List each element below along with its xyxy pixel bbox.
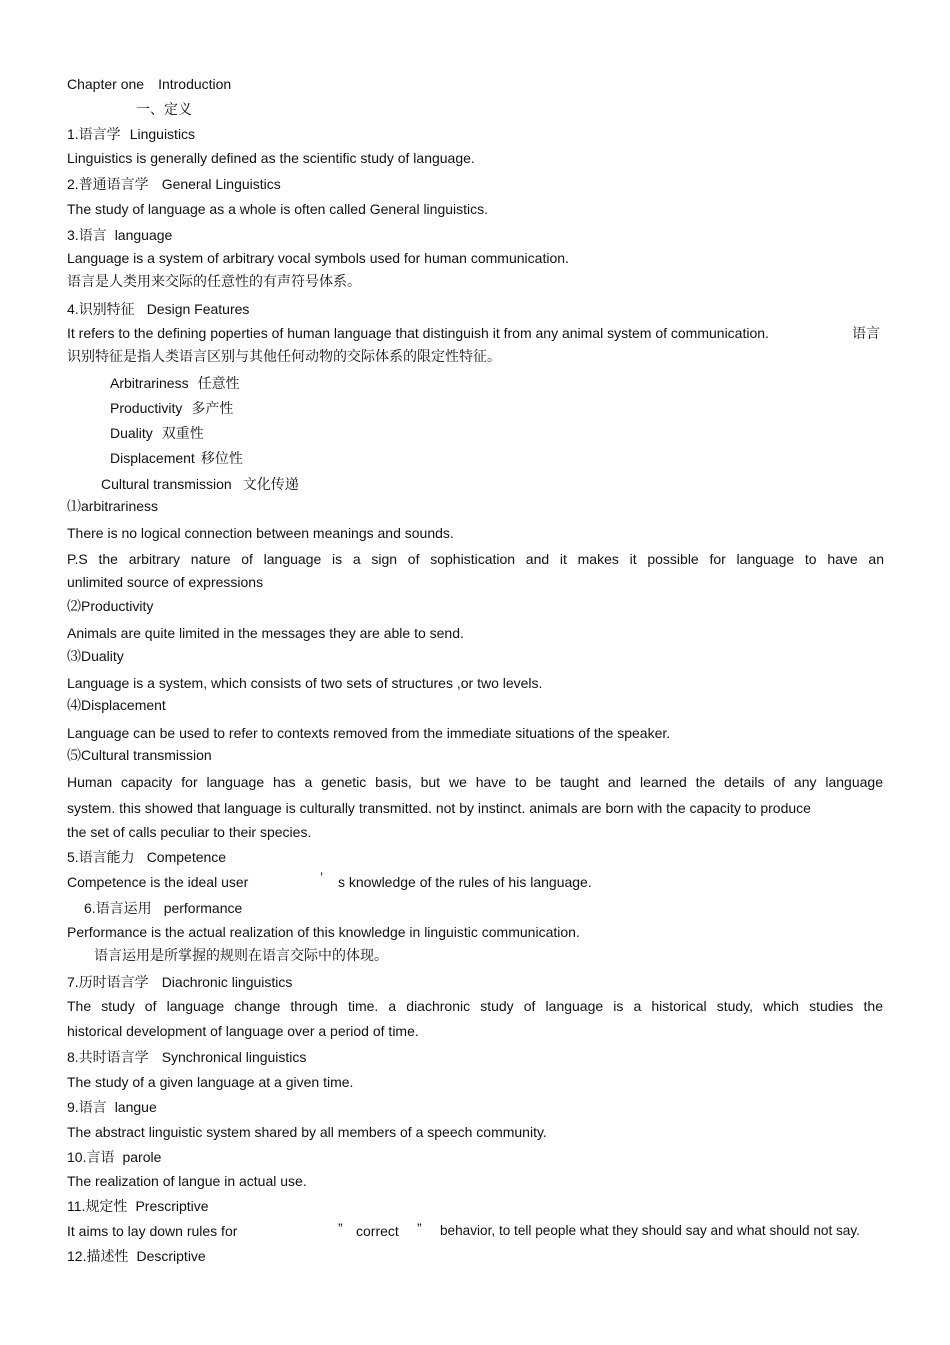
chapter-subtitle: Introduction — [158, 76, 232, 92]
term-definition-11-close-quote: ” — [417, 1220, 422, 1236]
feature-marker: ⑴ — [67, 498, 81, 514]
definition-text: It refers to the defining poperties of human language that distinguish it from any animal system of communication. — [67, 325, 769, 341]
term-number: 8. — [67, 1049, 79, 1065]
feature-chinese: 双重性 — [161, 425, 204, 441]
feature-text-5-line1: Human capacity for language has a genetic basis, but we have to be taught and learned the details of any language — [67, 774, 883, 790]
term-definition-2: The study of language as a whole is often called General linguistics. — [67, 201, 489, 217]
term-english: Synchronical linguistics — [161, 1049, 307, 1065]
feature-list-item — [110, 449, 243, 467]
term-definition-1: Linguistics is generally defined as the scientific study of language. — [67, 150, 475, 166]
feature-chinese: 移位性 — [200, 450, 243, 466]
term-definition-11-word: correct — [356, 1223, 399, 1239]
feature-english: Displacement — [110, 450, 195, 466]
term-definition-7-line1: The study of language change through time. a diachronic study of language is a historical study, which studies the — [67, 998, 883, 1014]
feature-heading-1 — [67, 497, 158, 515]
term-chinese: 语言能力 — [78, 849, 135, 865]
term-chinese: 语言 — [78, 1099, 107, 1115]
term-english: Competence — [146, 849, 227, 865]
term-definition-5-apostrophe: ’ — [320, 869, 324, 885]
term-english: Descriptive — [136, 1248, 206, 1264]
term-chinese: 普通语言学 — [78, 176, 149, 192]
term-definition-4-line1-cn: 语言 — [852, 325, 880, 341]
term-english: language — [114, 227, 173, 243]
feature-marker: ⑵ — [67, 598, 81, 614]
term-definition-5a: Competence is the ideal user — [67, 874, 249, 890]
feature-list-item — [110, 399, 233, 417]
feature-english: Duality — [110, 425, 153, 441]
term-heading-8 — [67, 1048, 306, 1066]
feature-english: Arbitrariness — [110, 375, 189, 391]
term-definition-3-en: Language is a system of arbitrary vocal symbols used for human communication. — [67, 250, 569, 266]
term-heading-11 — [67, 1197, 209, 1215]
term-number: 1. — [67, 126, 79, 142]
feature-chinese: 文化传递 — [242, 476, 299, 492]
feature-text-5-line3: the set of calls peculiar to their species. — [67, 824, 312, 840]
term-english: Linguistics — [129, 126, 196, 142]
feature-chinese: 任意性 — [197, 375, 240, 391]
term-heading-2 — [67, 175, 281, 193]
term-number: 2. — [67, 176, 79, 192]
term-number: 3. — [67, 227, 79, 243]
feature-label: Productivity — [81, 598, 154, 614]
feature-marker: ⑷ — [67, 697, 81, 713]
feature-text-5-line2: system. this showed that language is culturally transmitted. not by instinct. animals are born with the capacity to produce — [67, 800, 811, 816]
feature-label: arbitrariness — [81, 498, 159, 514]
term-number: 11. — [67, 1198, 86, 1214]
term-definition-6-en: Performance is the actual realization of this knowledge in linguistic communication. — [67, 924, 580, 940]
term-english: Design Features — [146, 301, 250, 317]
feature-chinese: 多产性 — [191, 400, 234, 416]
term-heading-9 — [67, 1098, 157, 1116]
feature-marker: ⑸ — [67, 747, 81, 763]
feature-note-1-line1: P.S the arbitrary nature of language is a sign of sophistication and it makes it possible for language to have an — [67, 551, 884, 567]
term-heading-7 — [67, 973, 292, 991]
term-heading-4 — [67, 300, 249, 318]
term-definition-6-cn: 语言运用是所掌握的规则在语言交际中的体现。 — [94, 947, 388, 963]
term-chinese: 语言学 — [78, 126, 121, 142]
term-number: 5. — [67, 849, 79, 865]
feature-label: Duality — [81, 648, 124, 664]
feature-text-4: Language can be used to refer to contexts removed from the immediate situations of the speaker. — [67, 725, 671, 741]
feature-text-3: Language is a system, which consists of two sets of structures ,or two levels. — [67, 675, 543, 691]
term-number: 10. — [67, 1149, 87, 1165]
term-definition-4-line2: 识别特征是指人类语言区别与其他任何动物的交际体系的限定性特征。 — [67, 348, 501, 364]
term-definition-11-open-quote: ” — [338, 1220, 343, 1236]
feature-heading-4 — [67, 696, 166, 714]
term-definition-11a: It aims to lay down rules for — [67, 1223, 238, 1239]
term-number: 12. — [67, 1248, 87, 1264]
term-chinese: 语言 — [78, 227, 107, 243]
chapter-heading — [67, 75, 231, 93]
term-english: General Linguistics — [161, 176, 281, 192]
feature-text-2: Animals are quite limited in the messages they are able to send. — [67, 625, 464, 641]
term-english: performance — [163, 900, 243, 916]
feature-label: Displacement — [81, 697, 166, 713]
term-definition-3-cn: 语言是人类用来交际的任意性的有声符号体系。 — [67, 273, 361, 289]
term-definition-9: The abstract linguistic system shared by all members of a speech community. — [67, 1124, 547, 1140]
feature-list-item — [101, 475, 299, 493]
feature-list-item — [110, 374, 240, 392]
term-chinese: 共时语言学 — [78, 1049, 149, 1065]
feature-heading-2 — [67, 597, 153, 615]
feature-list-item — [110, 424, 204, 442]
term-definition-10: The realization of langue in actual use. — [67, 1173, 307, 1189]
term-definition-7-line2: historical development of language over a period of time. — [67, 1023, 419, 1039]
feature-text-1: There is no logical connection between meanings and sounds. — [67, 525, 454, 541]
term-definition-8: The study of a given language at a given time. — [67, 1074, 354, 1090]
feature-note-1-line2: unlimited source of expressions — [67, 574, 264, 590]
chapter-title: Chapter one — [67, 76, 145, 92]
feature-marker: ⑶ — [67, 648, 81, 664]
term-chinese: 言语 — [86, 1149, 115, 1165]
term-chinese: 描述性 — [86, 1248, 129, 1264]
term-english: Prescriptive — [135, 1198, 209, 1214]
term-heading-12 — [67, 1247, 206, 1265]
term-english: langue — [114, 1099, 157, 1115]
term-heading-5 — [67, 848, 226, 866]
term-english: Diachronic linguistics — [161, 974, 293, 990]
term-number: 4. — [67, 301, 79, 317]
term-heading-3 — [67, 226, 172, 244]
term-definition-11b: behavior, to tell people what they should say and what should not say. — [440, 1223, 860, 1238]
term-definition-5b: s knowledge of the rules of his language. — [338, 874, 592, 890]
term-number: 9. — [67, 1099, 79, 1115]
term-number: 7. — [67, 974, 79, 990]
term-english: parole — [122, 1149, 162, 1165]
term-heading-6 — [84, 899, 242, 917]
term-chinese: 语言运用 — [95, 900, 152, 916]
term-heading-10 — [67, 1148, 161, 1166]
term-chinese: 识别特征 — [78, 301, 135, 317]
term-heading-1 — [67, 125, 195, 143]
feature-english: Cultural transmission — [101, 476, 232, 492]
term-number: 6. — [84, 900, 96, 916]
feature-heading-3 — [67, 647, 124, 665]
section-heading: 一、定义 — [136, 101, 192, 117]
term-definition-4-line1 — [67, 324, 769, 342]
term-chinese: 历时语言学 — [78, 974, 149, 990]
feature-label: Cultural transmission — [81, 747, 212, 763]
feature-english: Productivity — [110, 400, 183, 416]
term-chinese: 规定性 — [85, 1198, 128, 1214]
feature-heading-5 — [67, 746, 212, 764]
